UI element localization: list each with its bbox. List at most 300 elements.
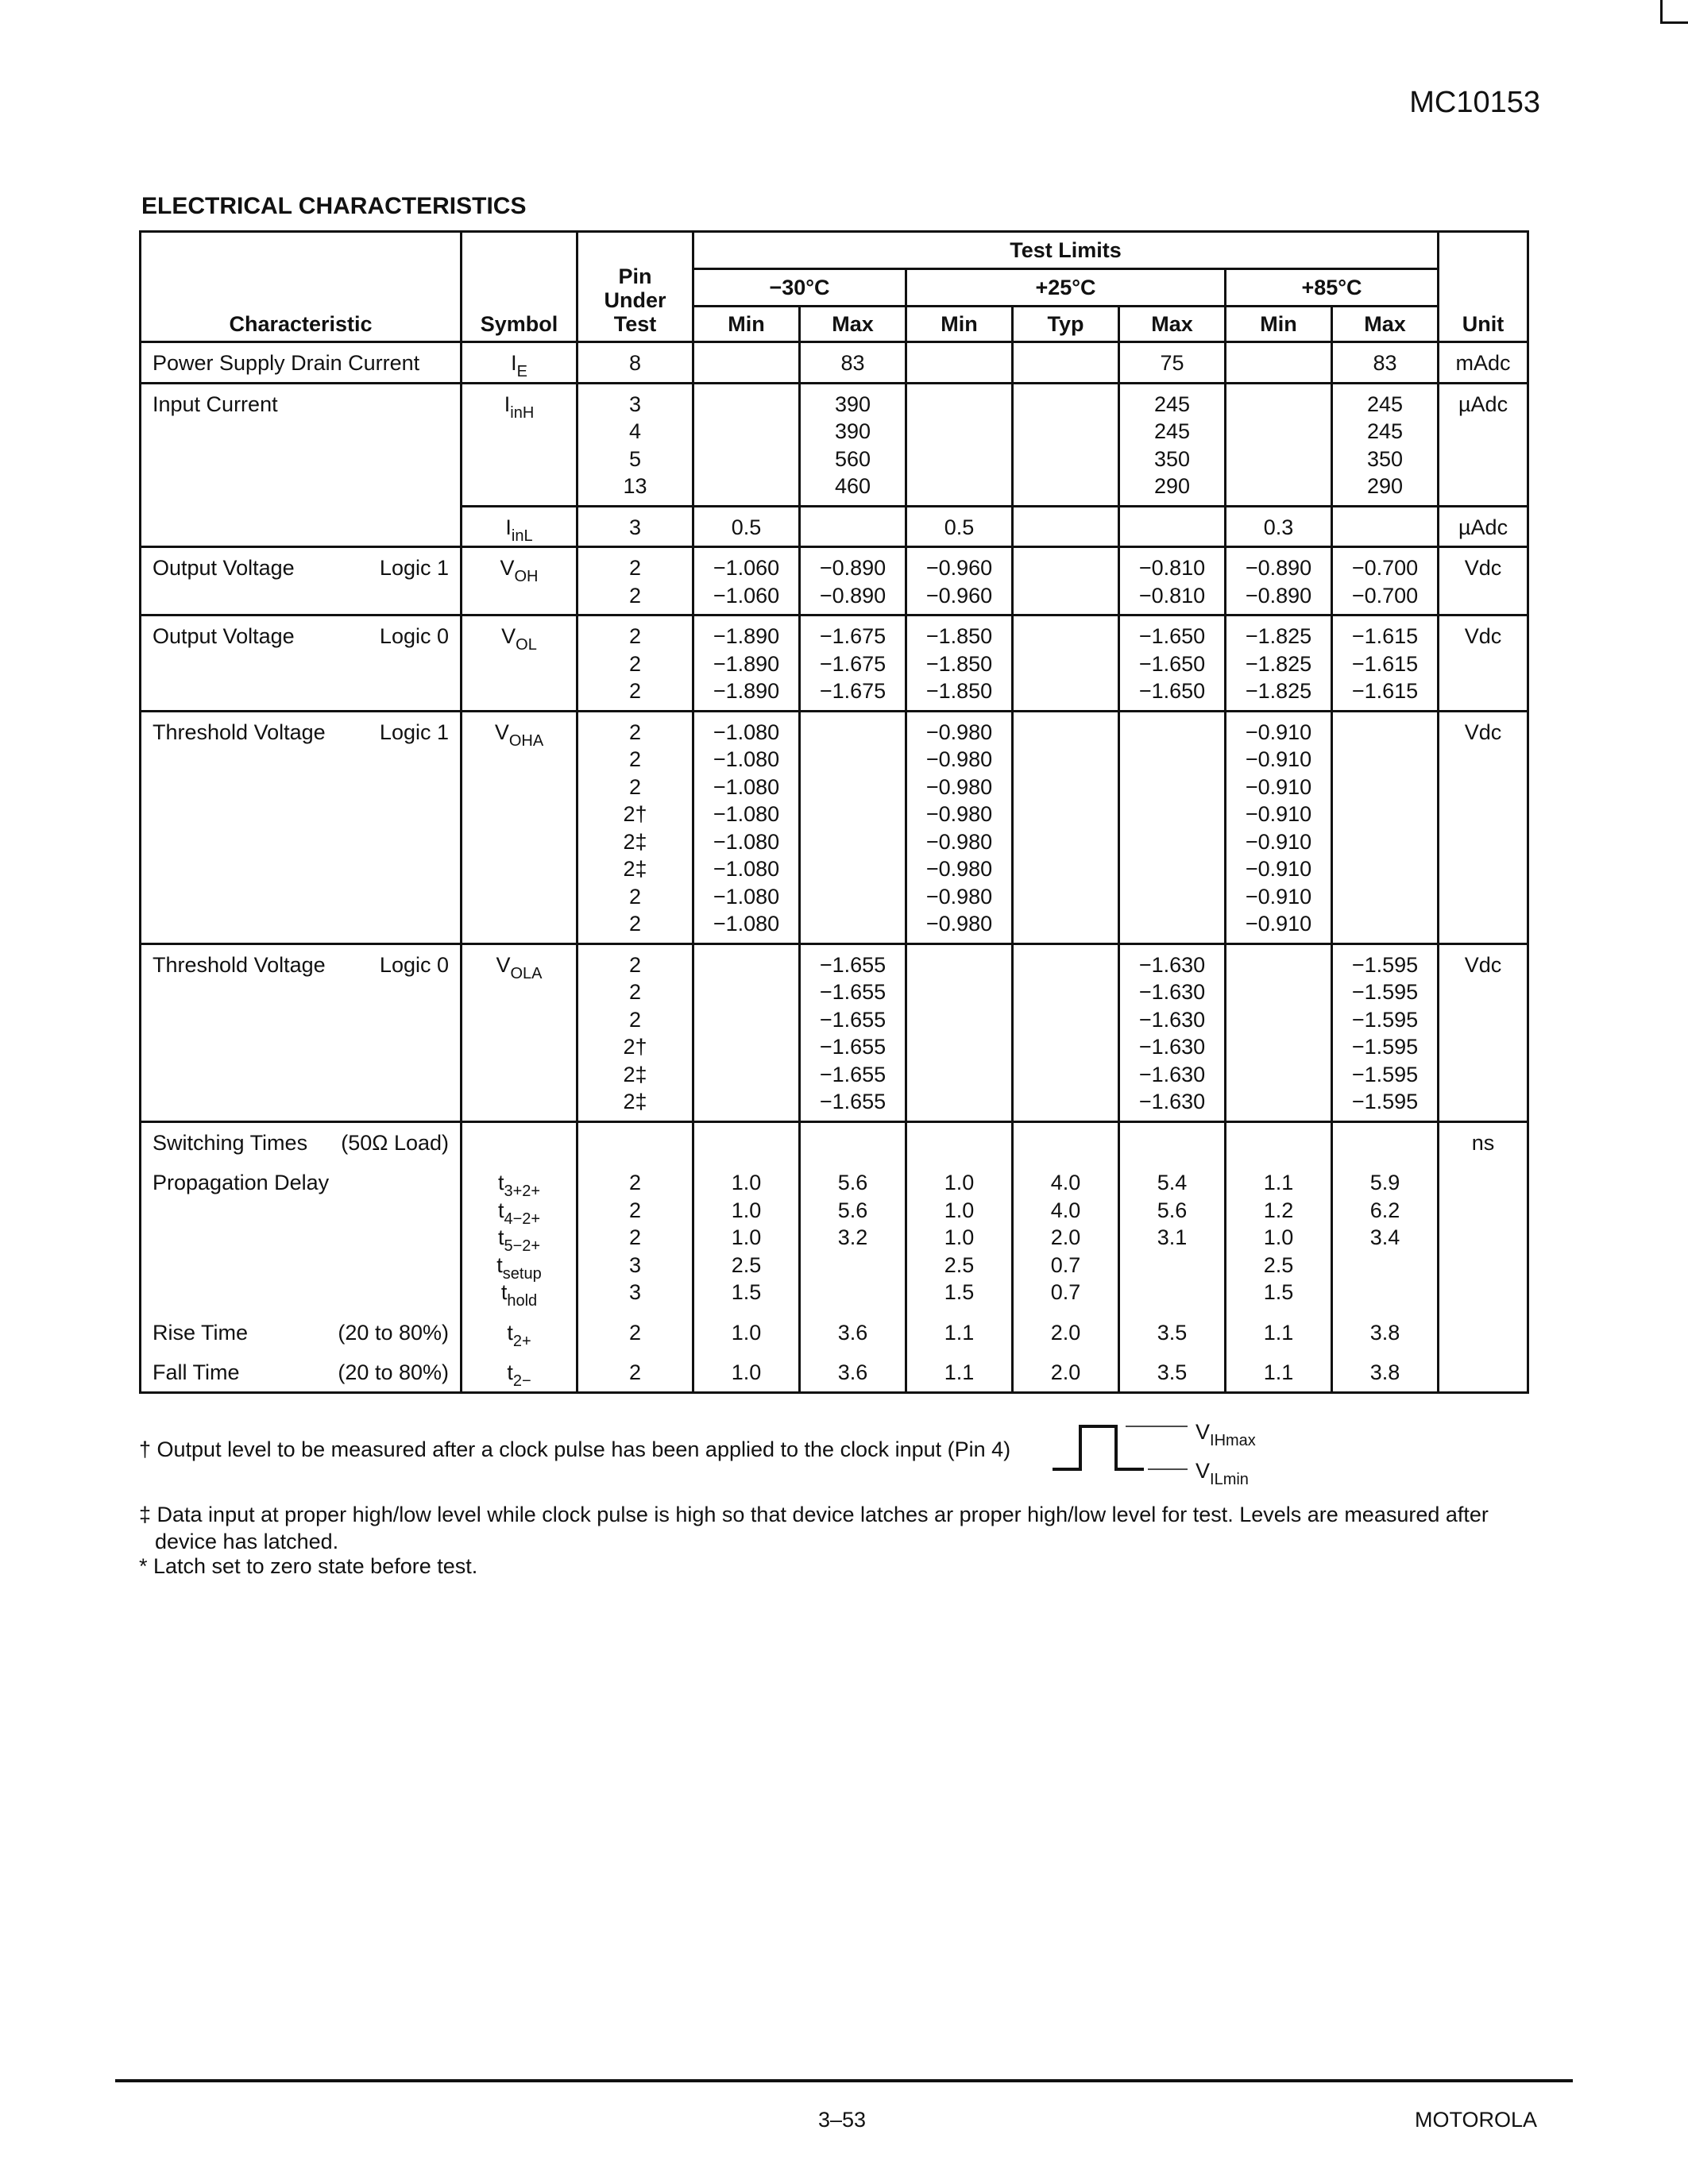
symbol-cell: $I_E$ bbox=[462, 342, 577, 384]
cell-value: −1.655 bbox=[819, 1007, 886, 1032]
value-cell bbox=[693, 943, 800, 1121]
cell-value: −1.650 bbox=[1138, 624, 1206, 648]
cell-value bbox=[1333, 1252, 1437, 1279]
cell-value: 2 bbox=[628, 980, 642, 1004]
cell-value: 2 bbox=[628, 1225, 642, 1249]
cell-value: 3.8 bbox=[1369, 1360, 1400, 1384]
page-number: 3–53 bbox=[818, 2108, 867, 2132]
cell-value: 2 bbox=[628, 583, 642, 608]
value-cell bbox=[1013, 943, 1119, 1121]
cell-value: 245 bbox=[1153, 419, 1191, 443]
value-cell bbox=[1013, 1121, 1119, 1392]
header-typ: Typ bbox=[1013, 307, 1119, 342]
electrical-characteristics-table bbox=[139, 230, 1529, 1394]
cell-value: 2 bbox=[628, 747, 642, 771]
cell-value: 1.1 bbox=[1263, 1360, 1294, 1384]
cell-value: 0.5 bbox=[731, 515, 762, 539]
cell-value: −0.980 bbox=[925, 857, 993, 881]
cell-value: −0.980 bbox=[925, 829, 993, 854]
cell-value: 1.1 bbox=[1263, 1320, 1294, 1345]
cell-value: −1.825 bbox=[1245, 679, 1312, 703]
cell-value: −1.630 bbox=[1138, 980, 1206, 1004]
cell-value: 3 bbox=[628, 1280, 642, 1304]
cell-value: 2 bbox=[628, 1171, 642, 1194]
value-cell bbox=[693, 547, 800, 615]
cell-value: −1.630 bbox=[1138, 952, 1206, 977]
cell-value: −0.980 bbox=[925, 747, 993, 771]
cell-value: 2 bbox=[628, 624, 642, 648]
cell-value bbox=[1120, 1279, 1224, 1306]
symbol-cell: $V_{OL}$ bbox=[462, 615, 577, 712]
cell-value: 2 bbox=[628, 720, 642, 744]
value-cell bbox=[906, 943, 1013, 1121]
cell-value: 2 bbox=[628, 651, 642, 676]
value-cell bbox=[1332, 547, 1439, 615]
part-number: MC10153 bbox=[1409, 86, 1540, 119]
cell-value: −0.810 bbox=[1138, 556, 1206, 580]
cell-value bbox=[1120, 1252, 1224, 1279]
value-cell bbox=[1332, 342, 1439, 384]
pin-cell bbox=[577, 943, 693, 1121]
header-symbol: Symbol bbox=[462, 232, 577, 342]
value-cell bbox=[1013, 342, 1119, 384]
cell-value: 1.1 bbox=[1263, 1171, 1294, 1194]
value-cell bbox=[1013, 506, 1119, 547]
cell-value: −0.960 bbox=[925, 556, 993, 580]
pin-cell bbox=[577, 1121, 693, 1392]
cell-value: −1.080 bbox=[713, 720, 780, 744]
cell-value: 1.0 bbox=[731, 1360, 762, 1384]
unit-cell: mAdc bbox=[1439, 342, 1528, 384]
cell-value: 0.7 bbox=[1050, 1280, 1081, 1304]
cell-value: 2.5 bbox=[1263, 1252, 1294, 1277]
cell-value: −0.910 bbox=[1245, 720, 1312, 744]
value-cell bbox=[906, 547, 1013, 615]
cell-value: −0.910 bbox=[1245, 747, 1312, 771]
cell-value: 2‡ bbox=[623, 1090, 647, 1113]
cell-value: 2.5 bbox=[731, 1252, 762, 1277]
cell-value: −1.890 bbox=[713, 679, 780, 703]
value-cell bbox=[800, 943, 906, 1121]
value-cell bbox=[906, 615, 1013, 712]
cell-value: 6.2 bbox=[1369, 1198, 1400, 1222]
cell-value: 350 bbox=[1366, 446, 1404, 471]
value-cell bbox=[1119, 711, 1226, 943]
cell-value: 245 bbox=[1366, 392, 1404, 416]
table-row bbox=[141, 383, 1528, 506]
vih-max-label: $V_{IHmax}$ bbox=[1196, 1420, 1256, 1449]
cell-value: 2.0 bbox=[1050, 1360, 1081, 1384]
timing-symbol: $t_{setup}$ bbox=[496, 1252, 542, 1283]
cell-value: 2 bbox=[628, 774, 642, 799]
symbol-cell: $V_{OLA}$ bbox=[462, 943, 577, 1121]
header-max: Max bbox=[1332, 307, 1439, 342]
cell-value: 2 bbox=[628, 952, 642, 977]
cell-value: −0.980 bbox=[925, 802, 993, 826]
characteristic-cell: Output Voltage Logic 1 bbox=[141, 547, 462, 615]
cell-value bbox=[578, 1129, 692, 1157]
cell-value: 1.0 bbox=[731, 1198, 762, 1222]
cell-value: 1.0 bbox=[731, 1171, 762, 1194]
vil-min-label: $V_{ILmin}$ bbox=[1196, 1459, 1249, 1488]
timing-symbol: $t_{5-2+}$ bbox=[497, 1225, 541, 1255]
cell-value: −1.595 bbox=[1351, 1007, 1419, 1032]
value-cell bbox=[693, 383, 800, 506]
cell-value: −1.850 bbox=[925, 624, 993, 648]
symbol-cell: $I_{inH}$ bbox=[462, 383, 577, 506]
value-cell bbox=[1119, 943, 1226, 1121]
cell-value: −1.615 bbox=[1351, 624, 1419, 648]
characteristic-cell: Input Current bbox=[141, 383, 462, 547]
cell-value: −1.080 bbox=[713, 774, 780, 799]
cell-value: −0.890 bbox=[1245, 556, 1312, 580]
value-cell bbox=[1119, 547, 1226, 615]
value-cell bbox=[1226, 383, 1332, 506]
cell-value: 2† bbox=[623, 1035, 647, 1059]
cell-value: −0.910 bbox=[1245, 829, 1312, 854]
footer-rule bbox=[115, 2079, 1573, 2082]
characteristic-cell: Threshold Voltage Logic 1 bbox=[141, 711, 462, 943]
characteristic-cell: Output Voltage Logic 0 bbox=[141, 615, 462, 712]
value-cell bbox=[1332, 1121, 1439, 1392]
cell-value: 2 bbox=[628, 556, 642, 580]
value-cell bbox=[1119, 506, 1226, 547]
unit-cell: ns bbox=[1439, 1121, 1528, 1392]
table-row bbox=[141, 711, 1528, 943]
value-cell bbox=[1226, 506, 1332, 547]
cell-value: 1.2 bbox=[1263, 1198, 1294, 1222]
cell-value: −0.890 bbox=[819, 556, 886, 580]
cell-value: 4 bbox=[628, 419, 642, 443]
cell-value: −1.630 bbox=[1138, 1035, 1206, 1059]
cell-value: 2‡ bbox=[623, 857, 647, 881]
cell-value bbox=[907, 1129, 1011, 1157]
value-cell bbox=[693, 615, 800, 712]
cell-value: 1.0 bbox=[731, 1225, 762, 1249]
value-cell bbox=[906, 383, 1013, 506]
pin-cell bbox=[577, 383, 693, 506]
cell-value: −1.655 bbox=[819, 1062, 886, 1086]
cell-value: −1.060 bbox=[713, 556, 780, 580]
characteristic-cell: Power Supply Drain Current bbox=[141, 342, 462, 384]
cell-value: −1.655 bbox=[819, 1090, 886, 1113]
value-cell bbox=[800, 342, 906, 384]
value-cell bbox=[800, 547, 906, 615]
cell-value: 3.1 bbox=[1157, 1225, 1188, 1249]
value-cell bbox=[1226, 943, 1332, 1121]
value-cell bbox=[1332, 943, 1439, 1121]
symbol-cell: $V_{OHA}$ bbox=[462, 711, 577, 943]
value-cell bbox=[1119, 342, 1226, 384]
table-row bbox=[141, 547, 1528, 615]
cell-value: 3.2 bbox=[837, 1225, 868, 1249]
cell-value: −1.615 bbox=[1351, 679, 1419, 703]
cell-value: 2 bbox=[628, 1360, 642, 1384]
value-cell bbox=[1013, 711, 1119, 943]
value-cell bbox=[1332, 615, 1439, 712]
header-min: Min bbox=[906, 307, 1013, 342]
cell-value: 390 bbox=[834, 419, 871, 443]
timing-symbol: $t_{hold}$ bbox=[500, 1280, 538, 1310]
timing-symbol: $t_{4-2+}$ bbox=[497, 1198, 541, 1228]
cell-value: −1.080 bbox=[713, 747, 780, 771]
cell-value: 2.0 bbox=[1050, 1320, 1081, 1345]
cell-value: 5.6 bbox=[837, 1171, 868, 1194]
header-test-limits: Test Limits bbox=[693, 232, 1439, 269]
table-row-switching bbox=[141, 1121, 1528, 1392]
symbol-cell: $I_{inL}$ bbox=[462, 506, 577, 547]
cell-value: −0.980 bbox=[925, 912, 993, 936]
cell-value: 245 bbox=[1366, 419, 1404, 443]
cell-value: 1.5 bbox=[944, 1280, 975, 1304]
cell-value: 290 bbox=[1366, 474, 1404, 498]
cell-value: −1.825 bbox=[1245, 651, 1312, 676]
unit-cell: Vdc bbox=[1439, 547, 1528, 615]
cell-value: −0.980 bbox=[925, 774, 993, 799]
cell-value: −1.655 bbox=[819, 980, 886, 1004]
cell-value: −1.080 bbox=[713, 802, 780, 826]
value-cell bbox=[1226, 342, 1332, 384]
value-cell bbox=[1226, 1121, 1332, 1392]
value-cell bbox=[693, 506, 800, 547]
page-corner-mark bbox=[1660, 0, 1688, 24]
value-cell bbox=[800, 615, 906, 712]
header-temp-minus30: −30°C bbox=[693, 269, 906, 307]
footnote-double-dagger: ‡ Data input at proper high/low level while clock pulse is high so that device latches ar proper high/low level for test. Levels are measured after device has latched. bbox=[139, 1503, 1489, 1553]
cell-value bbox=[1226, 1129, 1331, 1157]
cell-value: −1.630 bbox=[1138, 1090, 1206, 1113]
cell-value: −0.960 bbox=[925, 583, 993, 608]
value-cell bbox=[800, 1121, 906, 1392]
cell-value: 1.5 bbox=[731, 1280, 762, 1304]
cell-value: 2† bbox=[623, 802, 647, 826]
value-cell bbox=[1226, 615, 1332, 712]
cell-value: 2 bbox=[628, 1198, 642, 1222]
cell-value: −1.080 bbox=[713, 912, 780, 936]
pin-cell bbox=[577, 342, 693, 384]
value-cell bbox=[1226, 547, 1332, 615]
cell-value: 1.1 bbox=[944, 1360, 975, 1384]
timing-symbol: $t_{3+2+}$ bbox=[497, 1171, 541, 1200]
cell-value: 390 bbox=[834, 392, 871, 416]
cell-value: −1.060 bbox=[713, 583, 780, 608]
header-min: Min bbox=[693, 307, 800, 342]
value-cell bbox=[906, 506, 1013, 547]
cell-value: −1.890 bbox=[713, 651, 780, 676]
cell-value: 2‡ bbox=[623, 1062, 647, 1086]
value-cell bbox=[800, 506, 906, 547]
cell-value: −1.595 bbox=[1351, 952, 1419, 977]
value-cell bbox=[1332, 711, 1439, 943]
cell-value: −1.630 bbox=[1138, 1062, 1206, 1086]
cell-value: 5.9 bbox=[1369, 1171, 1400, 1194]
cell-value: −0.890 bbox=[1245, 583, 1312, 608]
cell-value bbox=[801, 1279, 905, 1306]
header-temp-plus85: +85°C bbox=[1226, 269, 1439, 307]
table-row bbox=[141, 615, 1528, 712]
cell-value: 5.4 bbox=[1157, 1171, 1188, 1194]
cell-value: 2 bbox=[628, 912, 642, 936]
cell-value: 560 bbox=[834, 446, 871, 471]
cell-value: −1.675 bbox=[819, 651, 886, 676]
unit-cell: Vdc bbox=[1439, 711, 1528, 943]
cell-value: 2 bbox=[628, 884, 642, 909]
cell-value: −0.910 bbox=[1245, 912, 1312, 936]
table-row bbox=[141, 342, 1528, 384]
cell-value: 2 bbox=[628, 1320, 642, 1345]
value-cell bbox=[906, 342, 1013, 384]
cell-value bbox=[694, 1129, 798, 1157]
header-max: Max bbox=[800, 307, 906, 342]
cell-value: 5.6 bbox=[1157, 1198, 1188, 1222]
cell-value: −1.890 bbox=[713, 624, 780, 648]
cell-value: 2 bbox=[628, 1007, 642, 1032]
value-cell bbox=[906, 711, 1013, 943]
pin-cell bbox=[577, 711, 693, 943]
value-cell bbox=[693, 711, 800, 943]
cell-value: −1.595 bbox=[1351, 980, 1419, 1004]
cell-value: 3 bbox=[628, 1252, 642, 1277]
value-cell bbox=[906, 1121, 1013, 1392]
value-cell bbox=[800, 711, 906, 943]
header-temp-plus25: +25°C bbox=[906, 269, 1226, 307]
value-cell bbox=[1013, 383, 1119, 506]
cell-value: 1.0 bbox=[944, 1171, 975, 1194]
footnote-star: * Latch set to zero state before test. bbox=[139, 1554, 478, 1578]
symbol-cell: $t_{3+2+}$ $t_{4-2+}$ $t_{5-2+}$ $t_{setup}$ $t_{hold}$ $t_{2+}$ $t_{2-}$ bbox=[462, 1121, 577, 1392]
value-cell bbox=[1119, 615, 1226, 712]
value-cell bbox=[1332, 506, 1439, 547]
cell-value: −1.595 bbox=[1351, 1090, 1419, 1113]
characteristic-cell: Switching Times (50Ω Load) Propagation Delay Rise Time (20 to 80%) Fall Time (20 to 80%) bbox=[141, 1121, 462, 1392]
cell-value: 3.5 bbox=[1157, 1360, 1188, 1384]
pin-cell bbox=[577, 615, 693, 712]
cell-value: 3.8 bbox=[1369, 1320, 1400, 1345]
cell-value: 290 bbox=[1153, 474, 1191, 498]
value-cell bbox=[1119, 383, 1226, 506]
header-min: Min bbox=[1226, 307, 1332, 342]
unit-cell: Vdc bbox=[1439, 943, 1528, 1121]
cell-value: 3.6 bbox=[837, 1320, 868, 1345]
value-cell bbox=[693, 1121, 800, 1392]
unit-cell: µAdc bbox=[1439, 506, 1528, 547]
cell-value bbox=[801, 1252, 905, 1279]
cell-value: −1.655 bbox=[819, 1035, 886, 1059]
cell-value: −1.675 bbox=[819, 624, 886, 648]
cell-value: 83 bbox=[1373, 351, 1397, 375]
cell-value: 0.7 bbox=[1050, 1252, 1081, 1277]
cell-value: 1.0 bbox=[944, 1198, 975, 1222]
header-characteristic: Characteristic bbox=[141, 232, 462, 342]
cell-value: 1.0 bbox=[1263, 1225, 1294, 1249]
cell-value: 3 bbox=[628, 515, 642, 539]
cell-value bbox=[1333, 1279, 1437, 1306]
symbol-cell: $V_{OH}$ bbox=[462, 547, 577, 615]
cell-value: 4.0 bbox=[1050, 1198, 1081, 1222]
cell-value bbox=[1333, 1129, 1437, 1157]
value-cell bbox=[1332, 383, 1439, 506]
pin-cell bbox=[577, 547, 693, 615]
cell-value: −1.080 bbox=[713, 829, 780, 854]
cell-value: 0.5 bbox=[944, 515, 975, 539]
cell-value: 5.6 bbox=[837, 1198, 868, 1222]
cell-value: −1.630 bbox=[1138, 1007, 1206, 1032]
value-cell bbox=[1013, 547, 1119, 615]
cell-value: 5 bbox=[628, 446, 642, 471]
section-title: ELECTRICAL CHARACTERISTICS bbox=[141, 193, 527, 219]
cell-value: 83 bbox=[840, 351, 865, 375]
cell-value bbox=[801, 1129, 905, 1157]
cell-value: −0.910 bbox=[1245, 884, 1312, 909]
cell-value bbox=[1120, 1129, 1224, 1157]
cell-value: 13 bbox=[623, 474, 647, 498]
cell-value: 3.5 bbox=[1157, 1320, 1188, 1345]
cell-value: 3.6 bbox=[837, 1360, 868, 1384]
cell-value: 350 bbox=[1153, 446, 1191, 471]
cell-value: −1.675 bbox=[819, 679, 886, 703]
cell-value: 2 bbox=[628, 679, 642, 703]
cell-value: 75 bbox=[1160, 351, 1184, 375]
brand-name: MOTOROLA bbox=[1414, 2108, 1537, 2132]
cell-value: −0.910 bbox=[1245, 857, 1312, 881]
header-max: Max bbox=[1119, 307, 1226, 342]
cell-value: 3.4 bbox=[1369, 1225, 1400, 1249]
cell-value: −0.980 bbox=[925, 720, 993, 744]
header-pin-under-test: Pin Under Test bbox=[577, 232, 693, 342]
value-cell bbox=[1119, 1121, 1226, 1392]
cell-value: −0.980 bbox=[925, 884, 993, 909]
cell-value: −0.700 bbox=[1351, 583, 1419, 608]
cell-value: −1.850 bbox=[925, 651, 993, 676]
cell-value: −0.910 bbox=[1245, 802, 1312, 826]
table-row bbox=[141, 943, 1528, 1121]
cell-value: −1.595 bbox=[1351, 1035, 1419, 1059]
cell-value bbox=[1014, 1129, 1118, 1157]
cell-value: −1.825 bbox=[1245, 624, 1312, 648]
cell-value: −1.080 bbox=[713, 857, 780, 881]
cell-value: −0.910 bbox=[1245, 774, 1312, 799]
cell-value: −0.700 bbox=[1351, 556, 1419, 580]
cell-value: 1.5 bbox=[1263, 1280, 1294, 1304]
value-cell bbox=[1013, 615, 1119, 712]
cell-value: −1.080 bbox=[713, 884, 780, 909]
cell-value: −1.650 bbox=[1138, 651, 1206, 676]
cell-value: 2‡ bbox=[623, 829, 647, 854]
value-cell bbox=[800, 383, 906, 506]
cell-value: 1.0 bbox=[944, 1225, 975, 1249]
cell-value: −0.810 bbox=[1138, 583, 1206, 608]
cell-value: −1.655 bbox=[819, 952, 886, 977]
unit-cell: Vdc bbox=[1439, 615, 1528, 712]
cell-value: 4.0 bbox=[1050, 1171, 1081, 1194]
header-unit: Unit bbox=[1439, 232, 1528, 342]
cell-value: 8 bbox=[628, 351, 642, 375]
unit-cell: µAdc bbox=[1439, 383, 1528, 506]
cell-value: −1.650 bbox=[1138, 679, 1206, 703]
pin-cell bbox=[577, 506, 693, 547]
value-cell bbox=[1226, 711, 1332, 943]
cell-value: −1.595 bbox=[1351, 1062, 1419, 1086]
cell-value: 3 bbox=[628, 392, 642, 416]
clock-pulse-waveform-icon bbox=[1053, 1420, 1192, 1476]
value-cell bbox=[693, 342, 800, 384]
cell-value: −0.890 bbox=[819, 583, 886, 608]
footnote-dagger: † Output level to be measured after a clock pulse has been applied to the clock input (Pin 4) bbox=[139, 1437, 1011, 1461]
cell-value: −1.615 bbox=[1351, 651, 1419, 676]
cell-value: −1.850 bbox=[925, 679, 993, 703]
cell-value: 1.1 bbox=[944, 1320, 975, 1345]
cell-value: 2.0 bbox=[1050, 1225, 1081, 1249]
